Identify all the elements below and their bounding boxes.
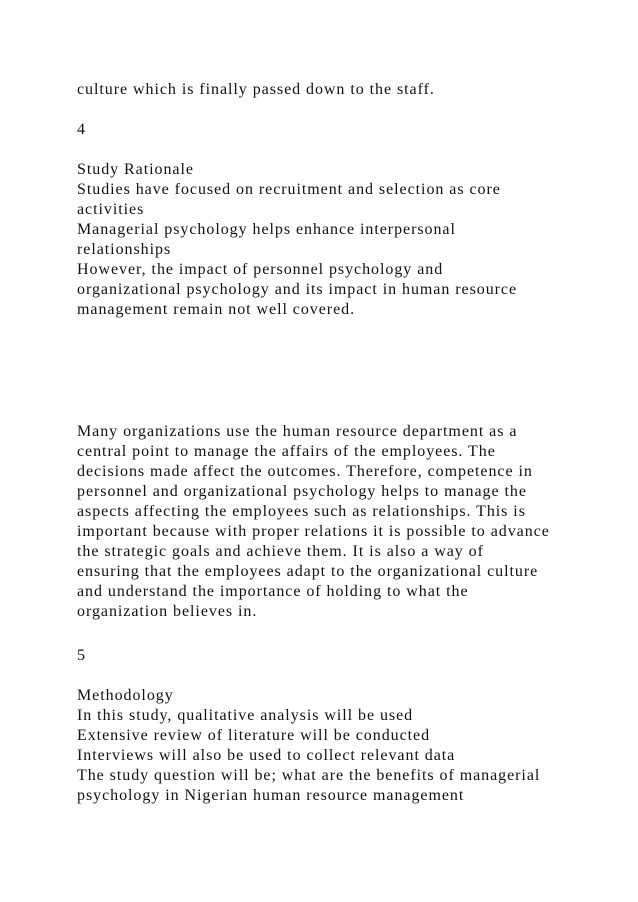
paragraph-line-3: decisions made affect the outcomes. Therefore, competence in xyxy=(77,463,533,480)
paragraph-line-4: personnel and organizational psychology helps to manage the xyxy=(77,483,527,500)
intro-line: culture which is finally passed down to the staff. xyxy=(77,81,435,98)
rationale-line-2: activities xyxy=(77,201,145,218)
paragraph-line-6: important because with proper relations it is possible to advance xyxy=(77,523,550,540)
paragraph-line-8: ensuring that the employees adapt to the organizational culture xyxy=(77,563,539,580)
paragraph-line-7: the strategic goals and achieve them. It is also a way of xyxy=(77,543,484,560)
rationale-line-3: Managerial psychology helps enhance interpersonal xyxy=(77,221,456,238)
rationale-heading: Study Rationale xyxy=(77,161,194,178)
rationale-line-5: However, the impact of personnel psychology and xyxy=(77,261,444,278)
rationale-line-4: relationships xyxy=(77,241,172,258)
methodology-line-4: The study question will be; what are the benefits of managerial xyxy=(77,767,541,784)
paragraph-line-5: aspects affecting the employees such as relationships. This is xyxy=(77,503,526,520)
paragraph-line-1: Many organizations use the human resource department as a xyxy=(77,423,518,440)
rationale-line-6: organizational psychology and its impact in human resource xyxy=(77,281,518,298)
methodology-heading: Methodology xyxy=(77,687,174,704)
slide-number-4: 4 xyxy=(77,121,86,138)
paragraph-line-10: organization believes in. xyxy=(77,603,258,620)
methodology-line-5: psychology in Nigerian human resource management xyxy=(77,787,465,804)
methodology-line-1: In this study, qualitative analysis will be used xyxy=(77,707,414,724)
methodology-line-3: Interviews will also be used to collect relevant data xyxy=(77,747,456,764)
slide-number-5: 5 xyxy=(77,647,86,664)
rationale-line-7: management remain not well covered. xyxy=(77,301,356,318)
paragraph-line-2: central point to manage the affairs of the employees. The xyxy=(77,443,496,460)
paragraph-line-9: and understand the importance of holding to what the xyxy=(77,583,469,600)
rationale-line-1: Studies have focused on recruitment and selection as core xyxy=(77,181,501,198)
methodology-line-2: Extensive review of literature will be conducted xyxy=(77,727,431,744)
